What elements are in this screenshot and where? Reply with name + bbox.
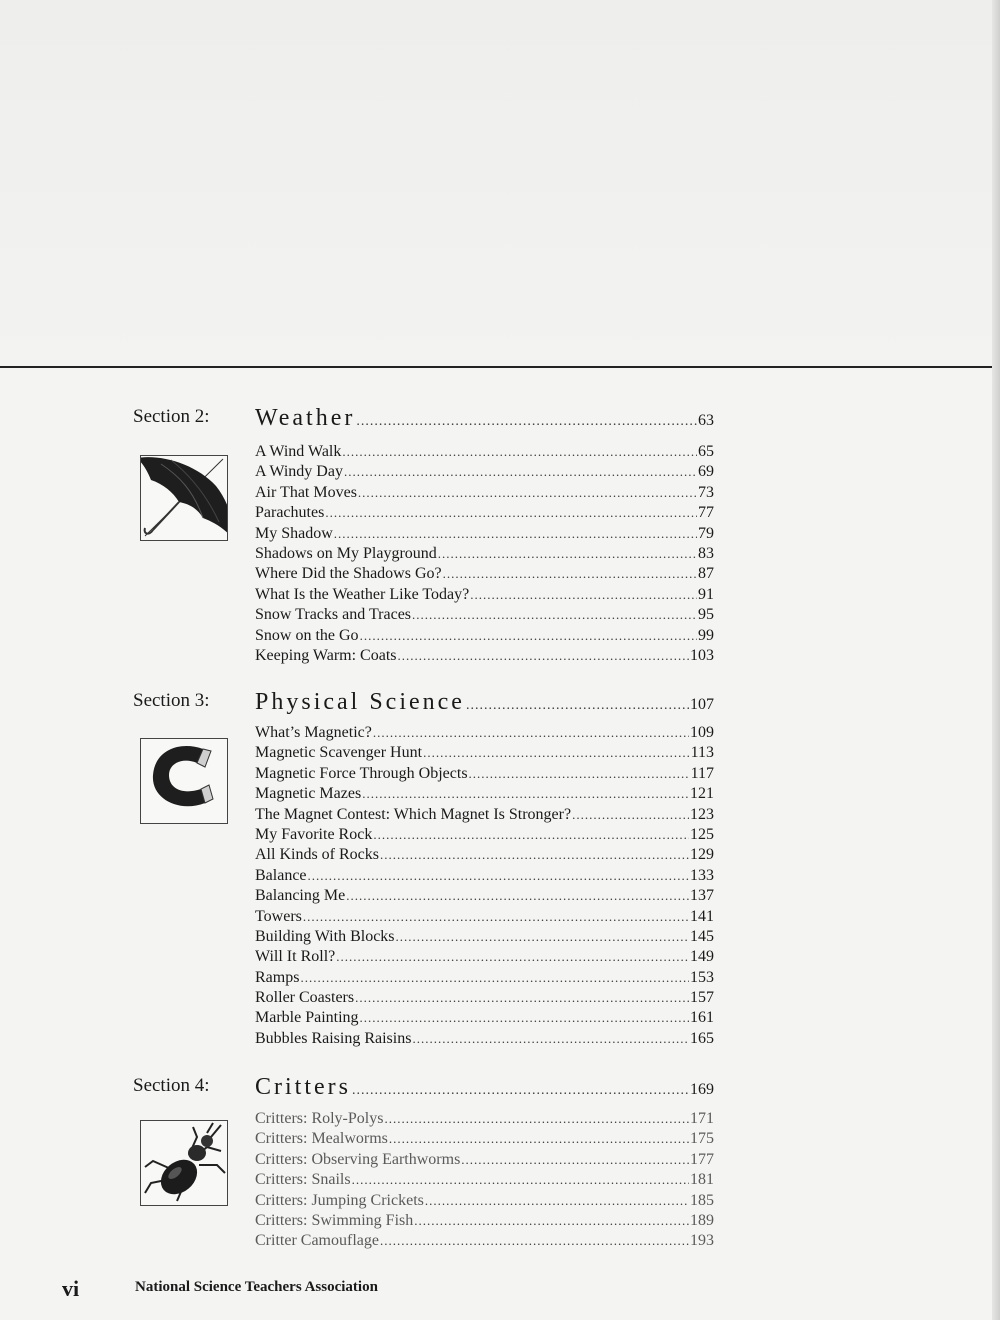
section-title: Critters xyxy=(255,1074,351,1100)
toc-entry[interactable] xyxy=(255,805,714,825)
entry-title: Building With Blocks xyxy=(255,927,395,945)
toc-entry[interactable] xyxy=(255,1191,714,1211)
entry-page: 177 xyxy=(690,1150,714,1168)
dot-leader xyxy=(469,764,690,784)
entry-title: A Wind Walk xyxy=(255,443,342,460)
entry-title: All Kinds of Rocks xyxy=(255,846,379,864)
toc-entry[interactable] xyxy=(255,442,714,462)
toc-entry[interactable] xyxy=(255,723,714,743)
entry-title: Snow on the Go xyxy=(255,626,359,644)
dot-leader xyxy=(380,1231,689,1251)
section-heading[interactable] xyxy=(255,1073,714,1101)
toc-entry[interactable] xyxy=(255,886,714,906)
entry-page: 149 xyxy=(690,948,714,966)
entry-title: Roller Coasters xyxy=(255,989,355,1007)
toc-entry[interactable] xyxy=(255,968,714,988)
entry-title: The Magnet Contest: Which Magnet Is Stronger? xyxy=(255,805,572,823)
entry-title: Snow Tracks and Traces xyxy=(255,606,412,624)
entry-page: 87 xyxy=(698,565,714,583)
toc-entry[interactable] xyxy=(255,1231,714,1251)
entry-title: My Shadow xyxy=(255,524,333,542)
entry-page: 117 xyxy=(690,764,714,782)
toc-entry[interactable] xyxy=(255,845,714,865)
section-page: 63 xyxy=(698,412,714,429)
entry-title: Ramps xyxy=(255,968,300,986)
entry-page: 171 xyxy=(690,1110,714,1127)
entry-title: Magnetic Force Through Objects xyxy=(255,764,468,782)
entry-page: 113 xyxy=(690,744,714,762)
toc-entry[interactable] xyxy=(255,503,714,523)
dot-leader xyxy=(356,414,697,430)
dot-leader xyxy=(398,646,690,666)
entry-page: 137 xyxy=(690,887,714,905)
entry-page: 185 xyxy=(690,1191,714,1209)
entry-title: My Favorite Rock xyxy=(255,825,373,843)
toc-entry[interactable] xyxy=(255,585,714,605)
dot-leader xyxy=(373,723,689,743)
section-label: Section 2: xyxy=(133,406,210,427)
blank-upper-area xyxy=(0,0,1000,366)
section-heading[interactable] xyxy=(255,688,714,716)
toc-entry[interactable] xyxy=(255,544,714,564)
dot-leader xyxy=(352,1170,689,1190)
entry-page: 83 xyxy=(698,544,714,562)
entry-title: What’s Magnetic? xyxy=(255,724,372,741)
dot-leader xyxy=(466,698,689,714)
entry-list xyxy=(255,1109,714,1252)
toc-entry[interactable] xyxy=(255,1150,714,1170)
section-label: Section 3: xyxy=(133,690,210,711)
dot-leader xyxy=(358,483,697,503)
toc-entry[interactable] xyxy=(255,1008,714,1028)
toc-entry[interactable] xyxy=(255,927,714,947)
magnet-icon xyxy=(140,738,228,824)
toc-entry[interactable] xyxy=(255,1211,714,1231)
toc-entry[interactable] xyxy=(255,1129,714,1149)
dot-leader xyxy=(362,784,689,804)
entry-page: 123 xyxy=(690,805,714,823)
entry-title: Magnetic Scavenger Hunt xyxy=(255,744,423,762)
entry-title: What Is the Weather Like Today? xyxy=(255,585,470,603)
entry-page: 141 xyxy=(690,907,714,925)
beetle-icon xyxy=(140,1120,228,1206)
dot-leader xyxy=(325,503,697,523)
entry-title: Balancing Me xyxy=(255,887,346,905)
entry-page: 65 xyxy=(698,443,714,460)
entry-page: 175 xyxy=(690,1130,714,1148)
entry-title: Air That Moves xyxy=(255,483,357,501)
entry-title: Critters: Mealworms xyxy=(255,1130,388,1148)
toc-entry[interactable] xyxy=(255,1109,714,1129)
dot-leader xyxy=(303,907,689,927)
section-page: 169 xyxy=(690,1081,714,1098)
dot-leader xyxy=(344,462,697,482)
toc-entry[interactable] xyxy=(255,564,714,584)
dot-leader xyxy=(412,605,697,625)
entry-page: 193 xyxy=(690,1232,714,1250)
toc-entry[interactable] xyxy=(255,825,714,845)
entry-page: 79 xyxy=(698,524,714,542)
entry-page: 153 xyxy=(690,968,714,986)
dot-leader xyxy=(443,564,697,584)
entry-list xyxy=(255,723,714,1049)
toc-entry[interactable] xyxy=(255,784,714,804)
entry-title: A Windy Day xyxy=(255,463,343,481)
entry-page: 189 xyxy=(690,1211,714,1229)
toc-entry[interactable] xyxy=(255,988,714,1008)
dot-leader xyxy=(412,1029,689,1049)
entry-title: Critters: Roly-Polys xyxy=(255,1110,384,1127)
section-heading[interactable] xyxy=(255,404,714,432)
section-page: 107 xyxy=(690,696,714,713)
entry-title: Keeping Warm: Coats xyxy=(255,646,397,664)
entry-title: Balance xyxy=(255,866,307,884)
dot-leader xyxy=(461,1150,689,1170)
toc-entry[interactable] xyxy=(255,866,714,886)
section-title: Physical Science xyxy=(255,689,465,715)
entry-title: Towers xyxy=(255,907,302,925)
dot-leader xyxy=(342,442,697,462)
entry-page: 133 xyxy=(690,866,714,884)
toc-entry[interactable] xyxy=(255,743,714,763)
dot-leader xyxy=(300,968,689,988)
entry-page: 121 xyxy=(690,785,714,803)
toc-entry[interactable] xyxy=(255,947,714,967)
dot-leader xyxy=(355,988,689,1008)
entry-page: 69 xyxy=(698,463,714,481)
entry-page: 181 xyxy=(690,1171,714,1189)
entry-title: Parachutes xyxy=(255,504,325,522)
toc-entry[interactable] xyxy=(255,1029,714,1049)
page-edge-shadow xyxy=(992,0,1000,1320)
toc-entry[interactable] xyxy=(255,483,714,503)
dot-leader xyxy=(360,626,697,646)
toc-entry[interactable] xyxy=(255,524,714,544)
dot-leader xyxy=(396,927,689,947)
page-number: vi xyxy=(62,1276,80,1301)
toc-entry[interactable] xyxy=(255,764,714,784)
entry-title: Where Did the Shadows Go? xyxy=(255,565,442,583)
dot-leader xyxy=(336,947,689,967)
entry-page: 77 xyxy=(698,504,714,522)
dot-leader xyxy=(438,544,697,564)
entry-page: 103 xyxy=(690,646,714,664)
toc-entry[interactable] xyxy=(255,1170,714,1190)
dot-leader xyxy=(380,845,689,865)
toc-entry[interactable] xyxy=(255,646,714,666)
dot-leader xyxy=(423,743,690,763)
dot-leader xyxy=(360,1008,689,1028)
entry-title: Critters: Swimming Fish xyxy=(255,1211,414,1229)
entry-page: 109 xyxy=(690,724,714,741)
dot-leader xyxy=(414,1211,689,1231)
entry-page: 91 xyxy=(698,585,714,603)
dot-leader xyxy=(346,886,689,906)
entry-page: 95 xyxy=(698,606,714,624)
section-label: Section 4: xyxy=(133,1075,210,1096)
entry-title: Critter Camouflage xyxy=(255,1232,379,1250)
entry-title: Bubbles Raising Raisins xyxy=(255,1029,412,1047)
dot-leader xyxy=(572,805,689,825)
section-title: Weather xyxy=(255,405,356,431)
dot-leader xyxy=(384,1109,689,1129)
horizontal-rule xyxy=(0,366,1000,368)
entry-page: 99 xyxy=(698,626,714,644)
dot-leader xyxy=(334,524,697,544)
entry-title: Critters: Jumping Crickets xyxy=(255,1191,424,1209)
toc-entry[interactable] xyxy=(255,462,714,482)
entry-page: 161 xyxy=(690,1009,714,1027)
dot-leader xyxy=(425,1191,689,1211)
entry-title: Magnetic Mazes xyxy=(255,785,362,803)
entry-page: 125 xyxy=(690,825,714,843)
publisher-name: National Science Teachers Association xyxy=(135,1279,378,1295)
dot-leader xyxy=(373,825,689,845)
toc-entry[interactable] xyxy=(255,626,714,646)
entry-title: Marble Painting xyxy=(255,1009,359,1027)
entry-page: 145 xyxy=(690,927,714,945)
entry-page: 73 xyxy=(698,483,714,501)
toc-entry[interactable] xyxy=(255,907,714,927)
umbrella-icon xyxy=(140,455,228,541)
entry-title: Shadows on My Playground xyxy=(255,544,437,562)
entry-list xyxy=(255,442,714,666)
toc-entry[interactable] xyxy=(255,605,714,625)
dot-leader xyxy=(389,1129,689,1149)
entry-title: Will It Roll? xyxy=(255,948,336,966)
entry-page: 165 xyxy=(690,1029,714,1047)
dot-leader xyxy=(352,1083,689,1099)
entry-page: 157 xyxy=(690,989,714,1007)
entry-title: Critters: Observing Earthworms xyxy=(255,1150,461,1168)
dot-leader xyxy=(470,585,697,605)
entry-title: Critters: Snails xyxy=(255,1171,351,1189)
entry-page: 129 xyxy=(690,846,714,864)
dot-leader xyxy=(308,866,689,886)
